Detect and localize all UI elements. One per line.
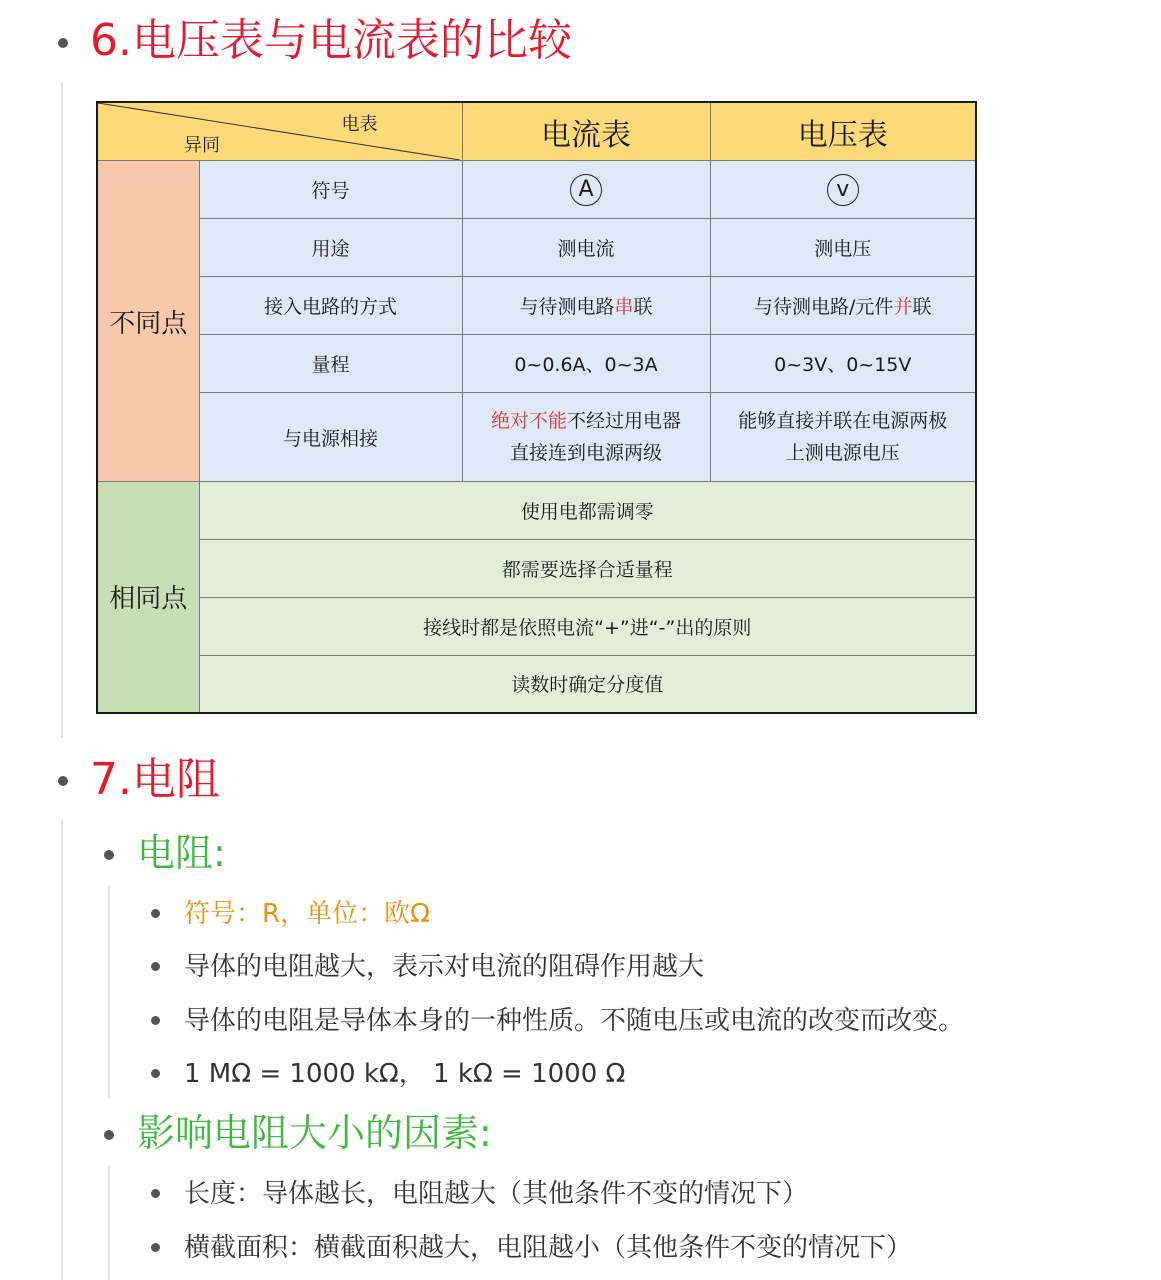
section6-heading: 6.电压表与电流表的比较 [90,15,572,66]
text: 联 [912,296,932,318]
row-label: 符号 [199,161,462,219]
list-item: 横截面积：横截面积越大，电阻越小（其他条件不变的情况下） [184,1233,913,1263]
corner-bottom-label: 异同 [184,135,220,156]
section7-heading: 7.电阻 [90,754,220,805]
text: 上测电源电压 [785,442,900,464]
ammeter-power-connection [462,393,710,482]
comparison-table [96,101,977,714]
sub2-indent-line [108,1166,110,1280]
col-header-voltmeter: 电压表 [710,102,976,161]
corner-top-label: 电表 [341,114,378,135]
col-header-ammeter: 电流表 [462,102,710,161]
section7-indent-line [61,820,63,1280]
group-same: 相同点 [97,482,199,713]
bullet-sub1 [104,850,114,860]
group-diff: 不同点 [97,161,199,482]
corner-diagonal [98,103,463,160]
bullet-item [151,1016,160,1025]
same-row: 都需要选择合适量程 [199,540,976,598]
voltmeter-range: 0~3V、0~15V [710,335,976,393]
bullet-item [151,1243,160,1252]
list-item: 长度：导体越长，电阻越大（其他条件不变的情况下） [184,1179,809,1209]
bullet-item [151,962,160,971]
same-row: 接线时都是依照电流“+”进“-”出的原则 [199,598,976,656]
text: 联 [633,296,653,318]
bullet-item [151,909,160,918]
row-label: 量程 [199,335,462,393]
list-item: 1 MΩ = 1000 kΩ， 1 kΩ = 1000 Ω [184,1059,626,1089]
text: 与待测电路 [519,296,615,318]
section6-indent-line [61,82,63,738]
bullet-sub2 [104,1130,114,1140]
voltmeter-connection [710,277,976,335]
text: 不经过用电器 [567,410,682,432]
voltmeter-symbol-icon: v [827,174,859,206]
text: 与待测电路/元件 [754,296,894,318]
sub1-indent-line [108,886,110,1098]
bullet-section7 [58,776,68,786]
voltmeter-power-connection [710,393,976,482]
highlight: 并 [893,296,913,318]
bullet-item [151,1069,160,1078]
row-label: 用途 [199,219,462,277]
list-item: 导体的电阻是导体本身的一种性质。不随电压或电流的改变而改变。 [184,1006,965,1036]
table-corner-cell [97,102,462,161]
resistance-symbol-unit: 符号：R，单位：欧Ω [184,899,430,929]
same-row: 读数时确定分度值 [199,656,976,713]
ammeter-range: 0~0.6A、0~3A [462,335,710,393]
highlight: 串 [614,296,634,318]
voltmeter-use: 测电压 [710,219,976,277]
bullet-item [151,1189,160,1198]
sub1-heading: 电阻: [137,831,226,875]
ammeter-connection [462,277,710,335]
bullet-section6 [58,38,68,48]
ammeter-use: 测电流 [462,219,710,277]
same-row: 使用电都需调零 [199,482,976,540]
text: 直接连到电源两级 [509,442,662,464]
row-label: 接入电路的方式 [199,277,462,335]
row-label: 与电源相接 [199,393,462,482]
ammeter-symbol-icon: A [570,174,602,206]
list-item: 导体的电阻越大，表示对电流的阻碍作用越大 [184,952,705,982]
text: 能够直接并联在电源两极 [738,410,948,432]
sub2-heading: 影响电阻大小的因素: [137,1111,492,1155]
highlight: 绝对不能 [490,410,567,432]
